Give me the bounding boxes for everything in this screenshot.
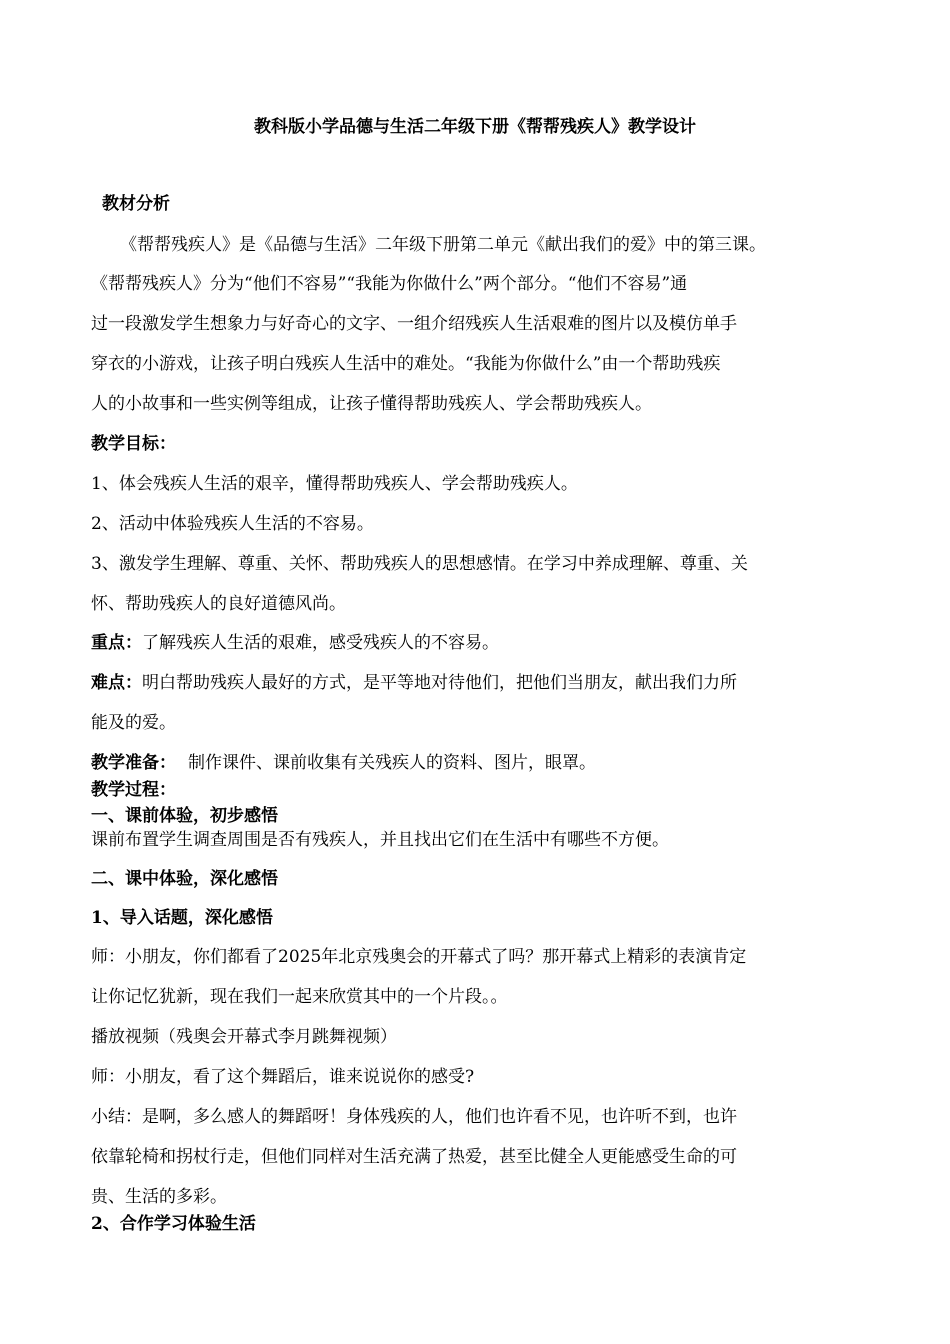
subsection-2-heading: 2、合作学习体验生活 xyxy=(91,1214,256,1234)
difficulty-text: 明白帮助残疾人最好的方式，是平等地对待他们，把他们当朋友，献出我们力所 xyxy=(142,673,737,693)
process-line-6: 依靠轮椅和拐杖行走，但他们同样对生活充满了热爱，甚至比健全人更能感受生命的可 xyxy=(91,1147,737,1167)
material-analysis-heading: 教材分析 xyxy=(102,194,170,214)
process-line-5: 小结：是啊，多么感人的舞蹈呀！身体残疾的人，他们也许看不见，也许听不到，也许 xyxy=(91,1107,737,1127)
key-point xyxy=(91,632,499,654)
goal-item-2: 2、活动中体验残疾人生活的不容易。 xyxy=(91,514,374,534)
section-2-heading: 二、课中体验，深化感悟 xyxy=(91,869,278,889)
material-analysis-line-1: 《帮帮残疾人》是《品德与生活》二年级下册第二单元《献出我们的爱》中的第三课。 xyxy=(120,235,766,255)
goal-item-3: 3、激发学生理解、尊重、关怀、帮助残疾人的思想感情。在学习中养成理解、尊重、关 xyxy=(91,554,748,574)
process-line-3: 播放视频（残奥会开幕式李月跳舞视频） xyxy=(91,1027,397,1047)
process-line-4: 师：小朋友，看了这个舞蹈后，谁来说说你的感受? xyxy=(91,1067,475,1087)
process-line-1: 师：小朋友，你们都看了2025年北京残奥会的开幕式了吗？那开幕式上精彩的表演肯定 xyxy=(91,947,747,967)
difficulty-label: 难点： xyxy=(91,673,142,693)
preparation xyxy=(91,752,596,774)
subsection-1-heading: 1、导入话题，深化感悟 xyxy=(91,908,273,928)
difficulty xyxy=(91,672,737,694)
goal-item-3-continued: 怀、帮助残疾人的良好道德风尚。 xyxy=(91,594,346,614)
material-analysis-line-2: 《帮帮残疾人》分为“他们不容易”“我能为你做什么”两个部分。“他们不容易”通 xyxy=(91,274,688,294)
process-heading: 教学过程： xyxy=(91,780,176,800)
process-line-7: 贵、生活的多彩。 xyxy=(91,1187,227,1207)
key-point-label: 重点： xyxy=(91,633,142,653)
preparation-text: 制作课件、课前收集有关残疾人的资料、图片，眼罩。 xyxy=(188,753,596,773)
preparation-label: 教学准备： xyxy=(91,753,176,773)
section-1-text: 课前布置学生调查周围是否有残疾人，并且找出它们在生活中有哪些不方便。 xyxy=(91,830,669,850)
material-analysis-line-4: 穿衣的小游戏，让孩子明白残疾人生活中的难处。“我能为你做什么”由一个帮助残疾 xyxy=(91,354,721,374)
material-analysis-line-5: 人的小故事和一些实例等组成，让孩子懂得帮助残疾人、学会帮助残疾人。 xyxy=(91,394,652,414)
section-1-heading: 一、课前体验，初步感悟 xyxy=(91,806,278,826)
goals-heading: 教学目标： xyxy=(91,434,176,454)
key-point-text: 了解残疾人生活的艰难，感受残疾人的不容易。 xyxy=(142,633,499,653)
process-line-2: 让你记忆犹新，现在我们一起来欣赏其中的一个片段。。 xyxy=(91,987,508,1007)
goal-item-1: 1、体会残疾人生活的艰辛，懂得帮助残疾人、学会帮助残疾人。 xyxy=(91,474,578,494)
document-title: 教科版小学品德与生活二年级下册《帮帮残疾人》教学设计 xyxy=(254,117,696,137)
difficulty-text-continued: 能及的爱。 xyxy=(91,713,176,733)
material-analysis-line-3: 过一段激发学生想象力与好奇心的文字、一组介绍残疾人生活艰难的图片以及模仿单手 xyxy=(91,314,737,334)
